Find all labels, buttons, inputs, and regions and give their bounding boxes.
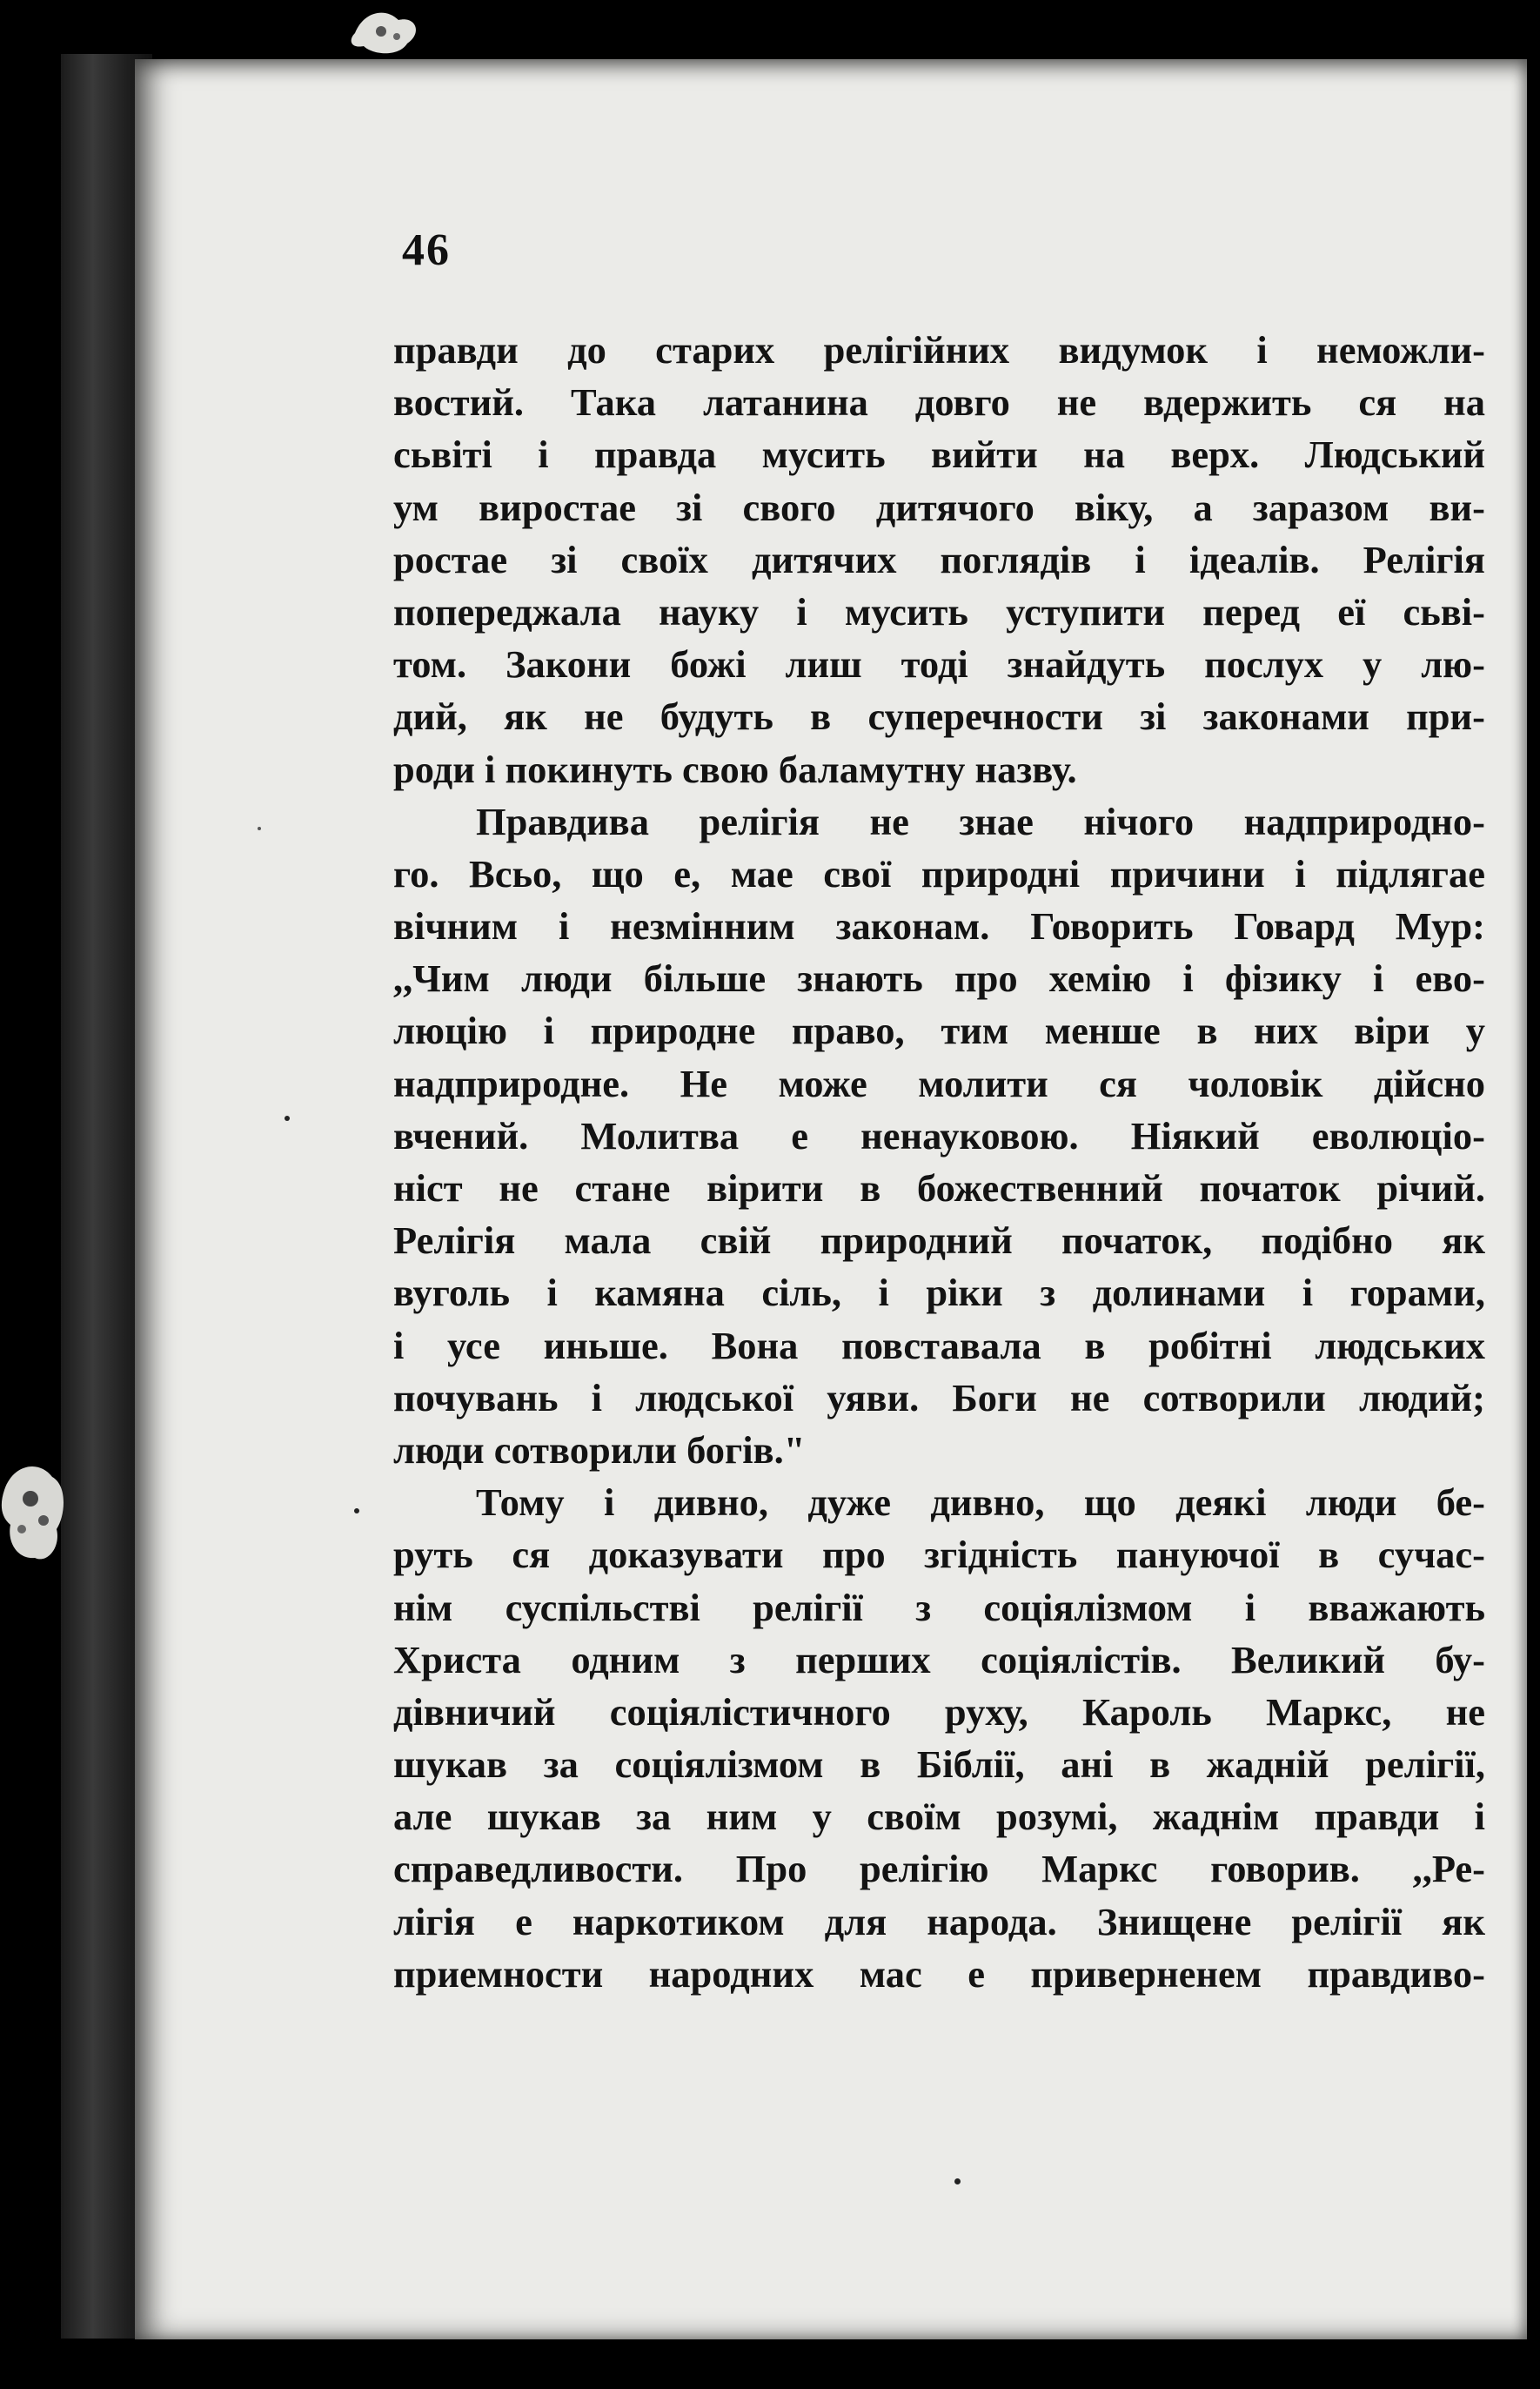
text-line: Релігія мала свій природний початок, подібно як bbox=[393, 1218, 1485, 1263]
text-line: вчений. Молитва е ненауковою. Ніякий еволюціо- bbox=[393, 1113, 1485, 1158]
body-text bbox=[393, 324, 1485, 2000]
text-line: люди сотворили богів." bbox=[393, 1427, 806, 1472]
text-line: правди до старих релігійних видумок і неможли- bbox=[393, 328, 1485, 372]
speck bbox=[258, 827, 261, 830]
text-line: ніст не стане вірити в божественний початок річий. bbox=[393, 1166, 1485, 1210]
text-line: і усе иньше. Вона повставала в робітні людських bbox=[393, 1323, 1485, 1367]
text-line: але шукав за ним у своїм розумі, жаднім правди і bbox=[393, 1795, 1485, 1839]
text-line: Христа одним з перших соціялістів. Великий бу- bbox=[393, 1637, 1485, 1681]
text-line: сьвіті і правда мусить вийти на верх. Людський bbox=[393, 433, 1485, 477]
text-line: роди і покинуть свою баламутну назву. bbox=[393, 747, 1077, 791]
text-line: приемности народних мас е приверненем правдиво- bbox=[393, 1951, 1485, 1996]
text-line: ум виростае зі свого дитячого віку, а заразом ви- bbox=[393, 485, 1485, 529]
text-line: шукав за соціялізмом в Біблії, ані в жадній релігії, bbox=[393, 1742, 1485, 1787]
text-line: вічним і незмінним законам. Говорить Говард Мур: bbox=[393, 904, 1485, 949]
text-line: люцію і природне право, тим менше в них віри у bbox=[393, 1009, 1485, 1053]
text-line: справедливости. Про релігію Маркс говорив. ,,Ре- bbox=[393, 1847, 1485, 1891]
text-line: руть ся доказувати про згідність пануючої в сучас- bbox=[393, 1533, 1485, 1577]
text-line: попереджала науку і мусить уступити перед еї сьві- bbox=[393, 589, 1485, 634]
text-line: востий. Така латанина довго не вдержить ся на bbox=[393, 380, 1485, 425]
text-line: почувань і людської уяви. Боги не сотворили людий; bbox=[393, 1375, 1485, 1419]
text-line: Правдива релігія не знае нічого надприродно- bbox=[476, 799, 1485, 843]
text-line: надприродне. Не може молити ся чоловік дійсно bbox=[393, 1061, 1485, 1105]
text-line: Тому і дивно, дуже дивно, що деякі люди бе- bbox=[476, 1480, 1485, 1525]
speck bbox=[354, 1508, 359, 1513]
text-line: го. Всьо, що е, мае свої природні причини і підлягае bbox=[393, 851, 1485, 896]
ink-blot-left bbox=[0, 1455, 68, 1567]
ink-blot-top bbox=[346, 7, 425, 59]
text-line: ростае зі своїх дитячих поглядів і ідеалів. Релігія bbox=[393, 537, 1485, 581]
text-line: лігія е наркотиком для народа. Знищене релігії як bbox=[393, 1899, 1485, 1943]
text-line: нім суспільстві релігії з соціялізмом і вважають bbox=[393, 1585, 1485, 1629]
text-line: ,,Чим люди більше знають про хемію і фізику і ево- bbox=[393, 956, 1485, 1001]
speck bbox=[285, 1116, 290, 1121]
page-number: 46 bbox=[402, 225, 451, 275]
text-line: том. Закони божі лиш тоді знайдуть послух у лю- bbox=[393, 642, 1485, 687]
text-line: вуголь і камяна сіль, і ріки з долинами і горами, bbox=[393, 1271, 1485, 1315]
speck bbox=[954, 2178, 961, 2184]
text-line: дівничий соціялістичного руху, Кароль Маркс, не bbox=[393, 1689, 1485, 1734]
text-line: дий, як не будуть в суперечности зі законами при- bbox=[393, 695, 1485, 739]
